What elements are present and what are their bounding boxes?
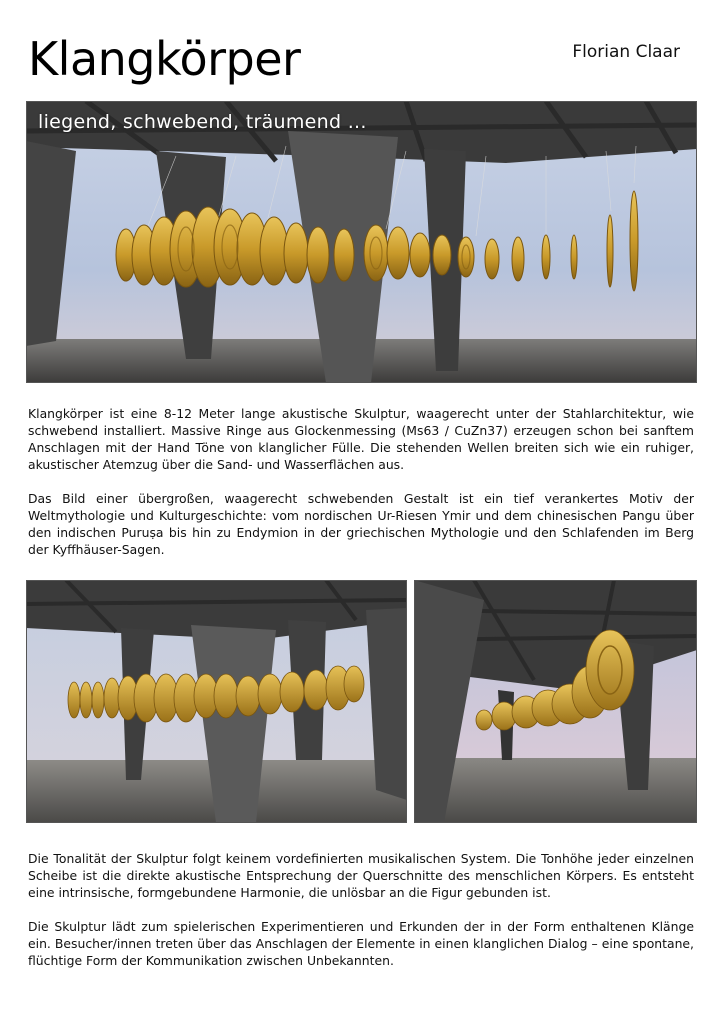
paragraph-tonality: Die Tonalität der Skulptur folgt keinem vordefinierten musikalischen System. Die Tonhöhe jeder einzelnen Scheibe ist die direkte akustische Entsprechung der Querschnitte des menschlichen Körpers. Es entsteht eine intrinsische, formgebundene Harmonie, die unlösbar an die Figur gebunden ist. xyxy=(28,851,694,900)
sculpture-image-right xyxy=(414,580,697,823)
paragraph-intro: Klangkörper ist eine 8-12 Meter lange akustische Skulptur, waagerecht unter der Stahlarchitektur, wie schwebend installiert. Massive Ringe aus Glockenmessing (Ms63 / CuZn37) erzeugen schon bei sanftem Anschlagen mit der Hand Töne von klanglicher Fülle. Die stehenden Wellen breiten sich wie ein ruhiger, akustischer Atemzug über die Sand- und Wasserflächen aus. xyxy=(28,406,694,472)
sculpture-illustration-right xyxy=(414,580,697,823)
paragraph-mythology: Das Bild einer übergroßen, waagerecht schwebenden Gestalt ist ein tief verankertes Motiv der Weltmythologie und Kulturgeschichte: vom nordischen Ur-Riesen Ymir und dem chinesischen Pangu über den indischen Puruṣa bis hin zu Endymion in der griechischen Mythologie und den Schlafenden im Berg der Kyffhäuser-Sagen. xyxy=(28,491,694,557)
page-title: Klangkörper xyxy=(28,32,301,86)
paragraph-interaction: Die Skulptur lädt zum spielerischen Experimentieren und Erkunden der in der Form enthaltenen Klänge ein. Besucher/innen treten über das Anschlagen der Elemente in einen klanglichen Dialog – eine spontane, flüchtige Form der Kommunikation zwischen Unbekannten. xyxy=(28,919,694,968)
hero-image xyxy=(26,101,697,383)
author-name: Florian Claar xyxy=(572,42,680,62)
sculpture-image-left xyxy=(26,580,407,823)
hero-caption: liegend, schwebend, träumend ... xyxy=(38,111,367,133)
sculpture-illustration-left xyxy=(26,580,407,823)
hero-illustration xyxy=(26,101,697,383)
